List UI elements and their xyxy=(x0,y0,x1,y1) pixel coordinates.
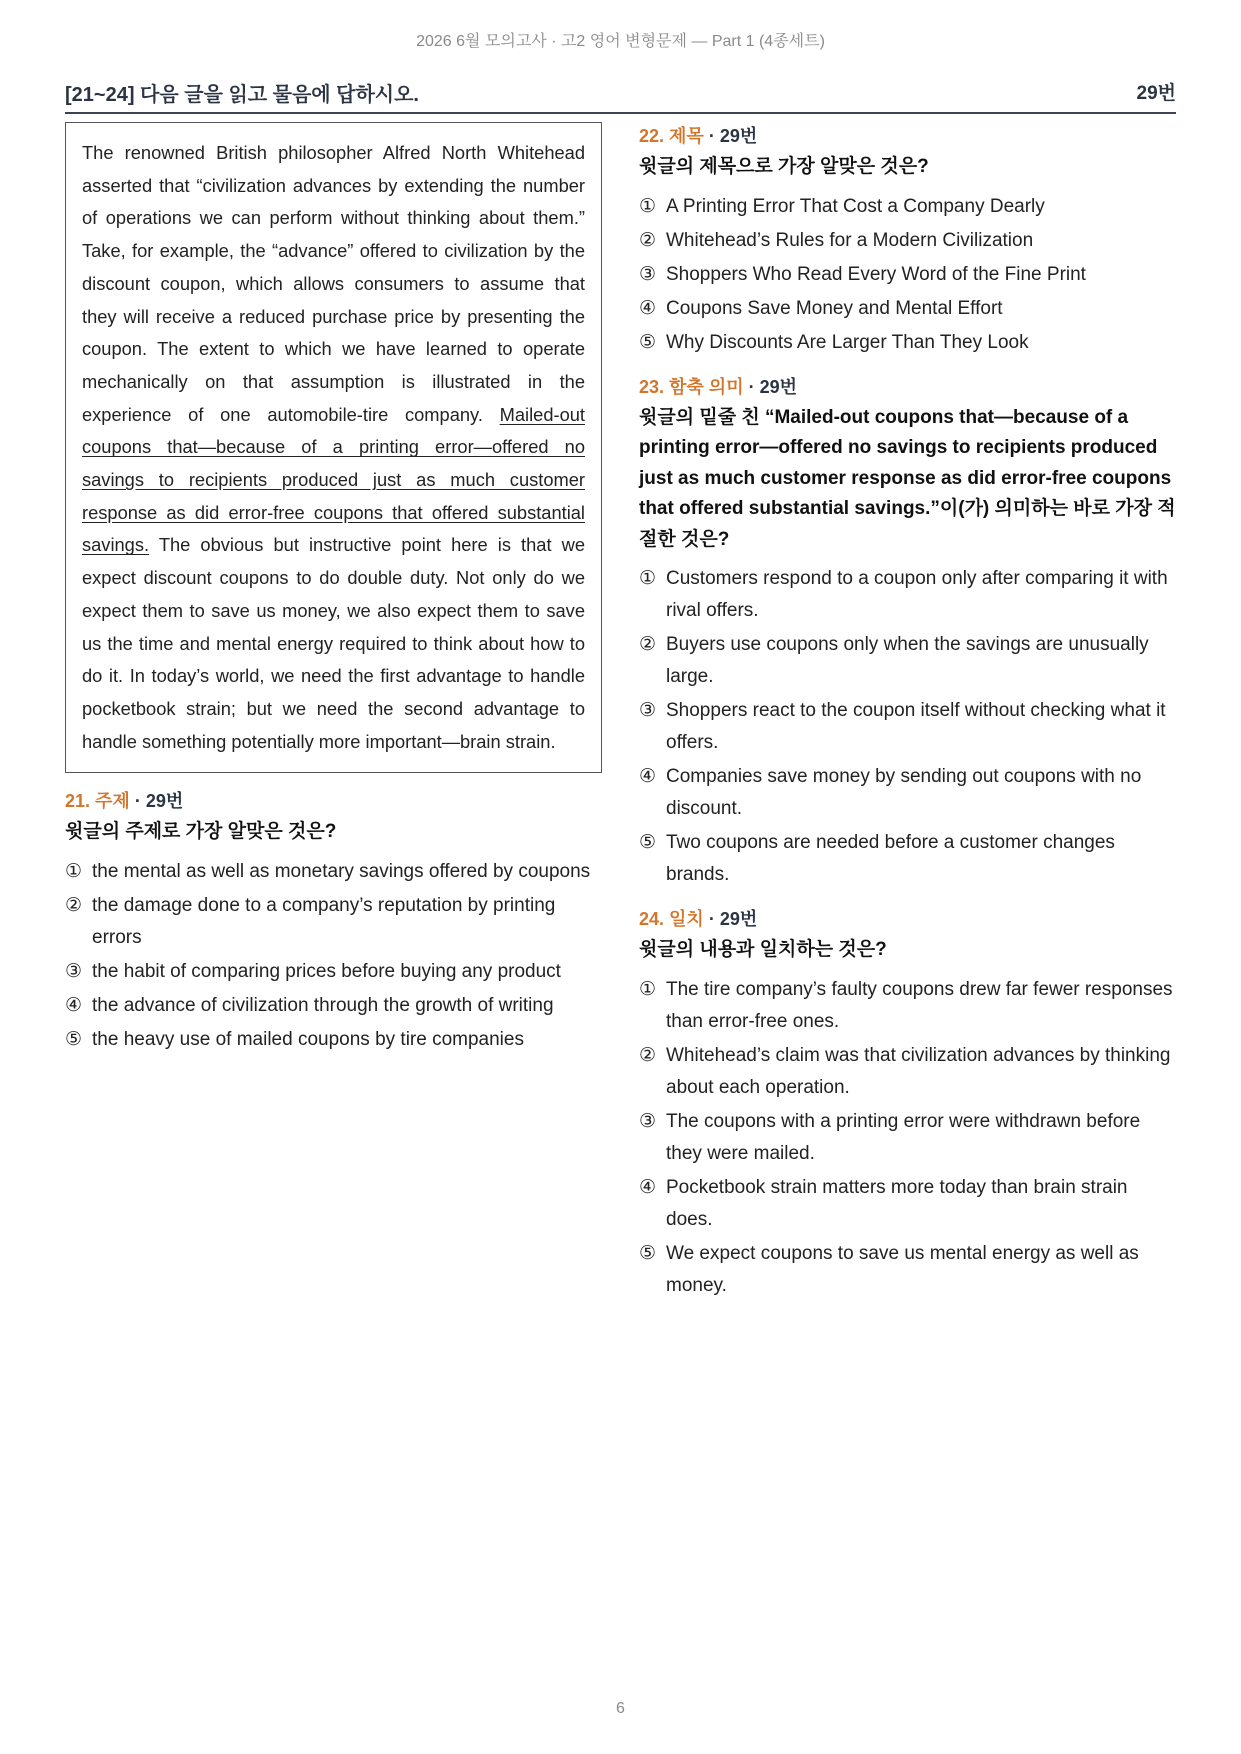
option-list xyxy=(639,974,1176,1302)
section-header xyxy=(65,78,1176,114)
option-text: Companies save money by sending out coupons with no discount. xyxy=(666,766,1142,819)
option-text: Whitehead’s claim was that civilization advances by thinking about each operation. xyxy=(666,1044,1171,1098)
option-list xyxy=(639,563,1176,891)
question-prompt: 윗글의 내용과 일치하는 것은? xyxy=(639,939,887,960)
option-2[interactable] xyxy=(65,890,602,954)
question-heading xyxy=(639,122,1176,150)
option-text: Shoppers react to the coupon itself without checking what it offers. xyxy=(666,700,1166,753)
option-text: Why Discounts Are Larger Than They Look xyxy=(666,331,1029,353)
option-mark: ② xyxy=(639,1044,657,1066)
option-2[interactable] xyxy=(639,629,1176,693)
option-5[interactable] xyxy=(639,827,1176,891)
question-number: 22. 제목 xyxy=(639,126,704,146)
option-1[interactable] xyxy=(65,856,602,888)
option-text: the advance of civilization through the growth of writing xyxy=(92,994,554,1016)
option-5[interactable] xyxy=(65,1024,602,1056)
question-number: 24. 일치 xyxy=(639,909,704,929)
option-1[interactable] xyxy=(639,974,1176,1038)
question-heading xyxy=(65,787,602,815)
option-3[interactable] xyxy=(639,695,1176,759)
option-mark: ② xyxy=(639,229,657,251)
option-3[interactable] xyxy=(65,956,602,988)
option-text: the mental as well as monetary savings offered by coupons xyxy=(92,860,591,882)
option-text: The coupons with a printing error were withdrawn before they were mailed. xyxy=(666,1110,1141,1164)
passage-text: The renowned British philosopher Alfred North Whitehead asserted that “civilization advances by extending the number of operations we can perform without thinking about them.” Take, for example, the “advance” offered to civilization by the discount coupon, which allows consumers to assume that they will receive a reduced purchase price by presenting the coupon. The extent to which we have learned to operate mechanically on that assumption is illustrated in the experience of one automobile-tire company. xyxy=(82,142,585,425)
separator: · xyxy=(703,909,720,929)
right-column xyxy=(639,122,1176,1316)
option-5[interactable] xyxy=(639,1238,1176,1302)
source-label: 29번 xyxy=(719,126,758,146)
option-text: Pocketbook strain matters more today than brain strain does. xyxy=(666,1176,1128,1230)
option-text: the damage done to a company’s reputation by printing errors xyxy=(92,894,556,948)
option-1[interactable] xyxy=(639,563,1176,627)
option-mark: ① xyxy=(639,568,657,589)
separator: · xyxy=(743,376,760,397)
question-number: 21. 주제 xyxy=(65,791,130,812)
question-prompt: 윗글의 제목으로 가장 알맞은 것은? xyxy=(639,156,929,177)
option-2[interactable] xyxy=(639,1040,1176,1104)
option-mark: ④ xyxy=(639,297,657,319)
left-column xyxy=(65,122,602,1070)
option-text: We expect coupons to save us mental energy as well as money. xyxy=(666,1242,1139,1296)
question-number: 23. 함축 의미 xyxy=(639,376,744,397)
passage-text: The obvious but instructive point here is that we expect discount coupons to do double duty. Not only do we expect them to save us money, we also expect them to save us the time and mental energy required to think about how to do it. In today’s world, we need the first advantage to handle pocketbook strain; but we need the second advantage to handle something potentially more important—brain strain. xyxy=(82,534,585,752)
option-mark: ② xyxy=(65,894,83,916)
option-mark: ③ xyxy=(639,700,657,721)
option-text: Whitehead’s Rules for a Modern Civilization xyxy=(666,229,1034,251)
source-label: 29번 xyxy=(759,376,797,397)
option-mark: ⑤ xyxy=(639,832,657,853)
page-number: 6 xyxy=(616,1700,625,1717)
option-text: the heavy use of mailed coupons by tire companies xyxy=(92,1028,524,1050)
question-prompt: 윗글의 밑줄 친 “Mailed-out coupons that—because of a printing error—offered no savings to recipients produced just as much customer response as did error-free coupons that offered substantial savings.”이(가) 의미하는 바로 가장 적절한 것은? xyxy=(639,406,1176,550)
option-text: Customers respond to a coupon only after comparing it with rival offers. xyxy=(666,568,1168,621)
option-mark: ③ xyxy=(639,1110,657,1132)
question-23 xyxy=(639,373,1176,892)
option-list xyxy=(639,191,1176,359)
underlined-sentence: Mailed-out coupons that—because of a printing error—offered no savings to recipients produced just as much customer response as did error-free coupons that offered substantial savings. xyxy=(82,403,585,556)
option-mark: ⑤ xyxy=(639,1242,657,1264)
running-header: 2026 6월 모의고사 · 고2 영어 변형문제 — Part 1 (4종세트) xyxy=(416,33,825,50)
question-prompt: 윗글의 주제로 가장 알맞은 것은? xyxy=(65,821,337,843)
separator: · xyxy=(703,126,720,146)
option-text: Coupons Save Money and Mental Effort xyxy=(666,297,1003,319)
option-mark: ① xyxy=(639,195,657,217)
source-label: 29번 xyxy=(145,791,184,812)
option-mark: ③ xyxy=(639,263,657,285)
option-text: Two coupons are needed before a customer changes brands. xyxy=(666,832,1115,885)
option-text: Buyers use coupons only when the savings are unusually large. xyxy=(666,634,1149,687)
section-title: [21~24] 다음 글을 읽고 물음에 답하시오. xyxy=(65,84,419,106)
option-5[interactable] xyxy=(639,327,1176,359)
option-list xyxy=(65,856,602,1056)
option-mark: ① xyxy=(65,860,83,882)
option-text: The tire company’s faulty coupons drew far fewer responses than error-free ones. xyxy=(666,978,1173,1032)
option-4[interactable] xyxy=(639,293,1176,325)
option-text: the habit of comparing prices before buying any product xyxy=(92,960,561,982)
question-22 xyxy=(639,122,1176,359)
option-mark: ⑤ xyxy=(65,1028,83,1050)
option-4[interactable] xyxy=(639,1172,1176,1236)
option-mark: ③ xyxy=(65,960,83,982)
option-2[interactable] xyxy=(639,225,1176,257)
question-heading xyxy=(639,905,1176,933)
option-text: A Printing Error That Cost a Company Dearly xyxy=(666,195,1045,217)
option-mark: ④ xyxy=(639,1176,657,1198)
question-21 xyxy=(65,787,602,1056)
source-label: 29번 xyxy=(719,909,758,929)
option-4[interactable] xyxy=(65,990,602,1022)
separator: · xyxy=(129,791,146,812)
option-3[interactable] xyxy=(639,259,1176,291)
section-number: 29번 xyxy=(1136,83,1176,104)
option-1[interactable] xyxy=(639,191,1176,223)
question-24 xyxy=(639,905,1176,1302)
option-mark: ① xyxy=(639,978,657,1000)
option-mark: ④ xyxy=(65,994,83,1016)
reading-passage xyxy=(65,122,602,773)
option-text: Shoppers Who Read Every Word of the Fine Print xyxy=(666,263,1086,285)
option-mark: ④ xyxy=(639,766,657,787)
question-heading xyxy=(639,373,1176,401)
option-mark: ② xyxy=(639,634,657,655)
option-3[interactable] xyxy=(639,1106,1176,1170)
option-mark: ⑤ xyxy=(639,331,657,353)
option-4[interactable] xyxy=(639,761,1176,825)
